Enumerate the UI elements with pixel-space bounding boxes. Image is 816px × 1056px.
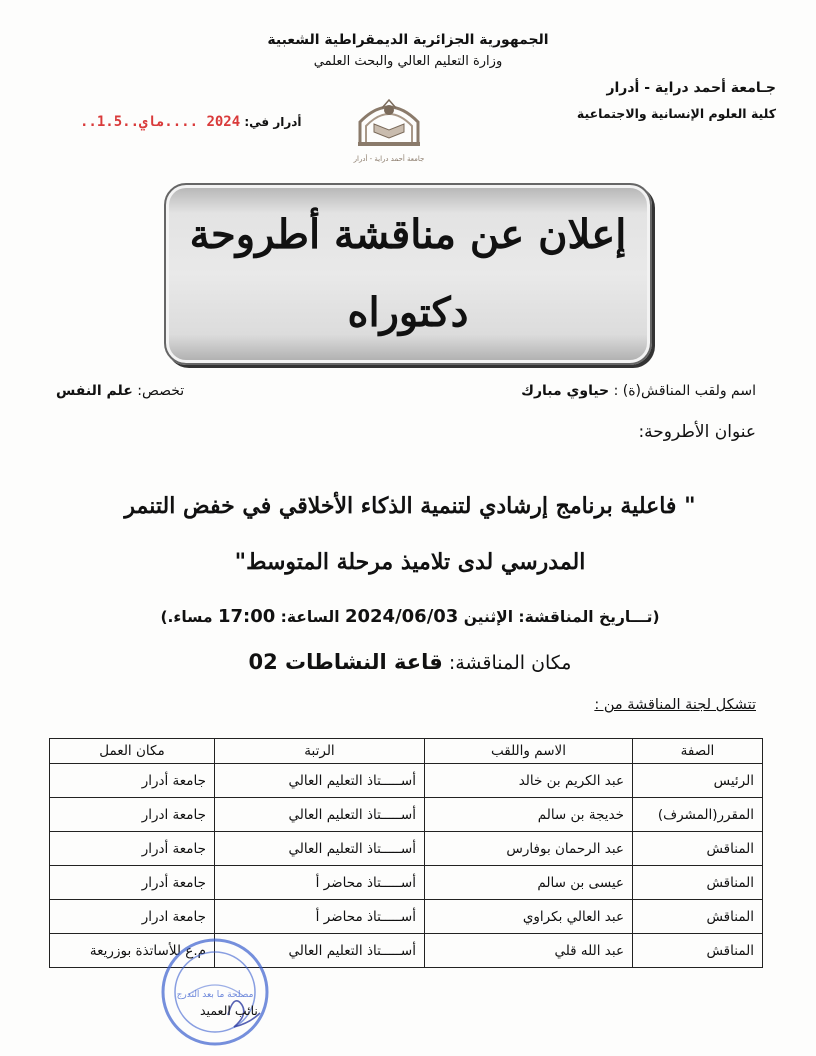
role-cell: الرئيس [633, 764, 763, 798]
thesis-label: عنوان الأطروحة: [638, 422, 756, 442]
stamp-seal-icon [158, 935, 273, 1050]
table-row [50, 764, 763, 798]
jury-table [49, 738, 763, 968]
thesis-title [60, 478, 760, 590]
role-cell: المقرر(المشرف) [633, 798, 763, 832]
candidate-row [56, 383, 756, 399]
university-name: جـامعة أحمد دراية - أدرار [606, 80, 776, 96]
ministry-heading: وزارة التعليم العالي والبحث العلمي [313, 54, 503, 69]
role-cell: المناقش [633, 900, 763, 934]
specialty-value: علم النفس [56, 383, 133, 399]
title-line-1: إعلان عن مناقشة أطروحة [189, 211, 627, 258]
signature-label: نائب العميد [200, 1003, 258, 1018]
specialty-label: تخصص: [137, 383, 185, 399]
candidate-name-label: اسم ولقب المناقش(ة) : [613, 383, 756, 399]
header-role: الصفة [633, 739, 763, 764]
rank-cell: أســـــتاذ التعليم العالي [215, 764, 425, 798]
name-cell: عبد الرحمان بوفارس [425, 832, 633, 866]
republic-heading: الجمهورية الجزائرية الديمقراطية الشعبية [267, 32, 549, 48]
defense-date-row [60, 606, 760, 627]
table-header-row [50, 739, 763, 764]
workplace-cell: م.ع للأساتذة بوزريعة [50, 934, 215, 968]
name-cell: خديجة بن سالم [425, 798, 633, 832]
workplace-cell: جامعة ادرار [50, 798, 215, 832]
table-row [50, 798, 763, 832]
defense-date-label: (تـــاريخ المناقشة: الإثنين [463, 608, 660, 626]
header-rank: الرتبة [215, 739, 425, 764]
table-row [50, 832, 763, 866]
table-row [50, 900, 763, 934]
workplace-cell: جامعة أدرار [50, 866, 215, 900]
university-logo-icon [348, 88, 430, 170]
rank-cell: أســـــتاذ التعليم العالي [215, 798, 425, 832]
university-logo [348, 88, 430, 170]
thesis-title-line-2: المدرسي لدى تلاميذ مرحلة المتوسط" [234, 549, 586, 575]
defense-place-row [60, 650, 760, 674]
rank-cell: أســـــتاذ محاضر أ [215, 866, 425, 900]
defense-date: 2024/06/03 [344, 606, 459, 627]
defense-time-suffix: مساء.) [160, 608, 213, 626]
name-cell: عيسى بن سالم [425, 866, 633, 900]
workplace-cell: جامعة أدرار [50, 764, 215, 798]
title-line-2: دكتوراه [347, 289, 469, 336]
candidate-name: حياوي مبارك [521, 383, 610, 399]
table-row [50, 866, 763, 900]
header-workplace: مكان العمل [50, 739, 215, 764]
role-cell: المناقش [633, 866, 763, 900]
header-name: الاسم واللقب [425, 739, 633, 764]
rank-cell: أســـــتاذ التعليم العالي [215, 934, 425, 968]
logo-caption: جامعة أحمد دراية - أدرار [353, 155, 425, 163]
role-cell: المناقش [633, 832, 763, 866]
official-stamp [158, 935, 273, 1050]
name-cell: عبد العالي بكراوي [425, 900, 633, 934]
table-row [50, 934, 763, 968]
role-cell: المناقش [633, 934, 763, 968]
specialty [56, 383, 184, 399]
thesis-title-line-1: " فاعلية برنامج إرشادي لتنمية الذكاء الأخلاقي في خفض التنمر [124, 493, 696, 519]
workplace-cell: جامعة أدرار [50, 832, 215, 866]
defense-time-label: الساعة: [280, 608, 340, 626]
rank-cell: أســـــتاذ التعليم العالي [215, 832, 425, 866]
place-date [80, 114, 302, 130]
name-cell: عبد الله قلي [425, 934, 633, 968]
date-value: 2024 ....ماي..1.5.. [80, 114, 241, 130]
stamp-text: مصلحة ما بعد التدرج [176, 990, 254, 1000]
name-cell: عبد الكريم بن خالد [425, 764, 633, 798]
workplace-cell: جامعة ادرار [50, 900, 215, 934]
place-date-label: أدرار في: [244, 115, 302, 129]
announcement-title-box [164, 183, 652, 365]
defense-place-label: مكان المناقشة: [448, 652, 572, 674]
committee-label: تتشكل لجنة المناقشة من : [594, 697, 756, 713]
faculty-name: كلية العلوم الإنسانية والاجتماعية [576, 106, 776, 121]
rank-cell: أســـــتاذ محاضر أ [215, 900, 425, 934]
defense-time: 17:00 [217, 606, 276, 627]
defense-place: قاعة النشاطات 02 [248, 650, 443, 674]
